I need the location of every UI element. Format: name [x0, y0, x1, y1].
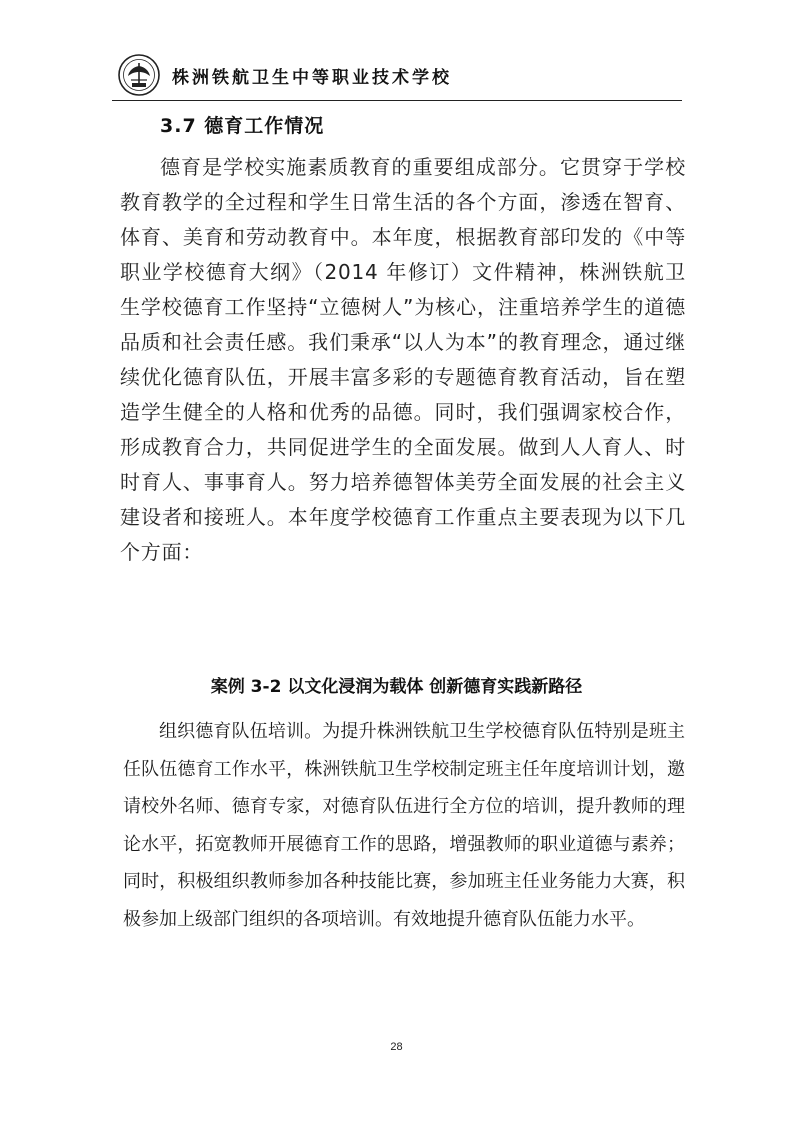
section-paragraph: 德育是学校实施素质教育的重要组成部分。它贯穿于学校教育教学的全过程和学生日常生活的各个方面，渗透在智育、体育、美育和劳动教育中。本年度，根据教育部印发的《中等职业学校德育大纲》（2014 年修订）文件精神，株洲铁航卫生学校德育工作坚持“立德树人”为核心，注重培养学生的道德品质和社会责任感。我们秉承“以人为本”的教育理念，通过继续优化德育队伍，开展丰富多彩的专题德育教育活动，旨在塑造学生健全的人格和优秀的品德。同时，我们强调家校合作，形成教育合力，共同促进学生的全面发展。做到人人育人、时时育人、事事育人。努力培养德智体美劳全面发展的社会主义建设者和接班人。本年度学校德育工作重点主要表现为以下几个方面：: [120, 155, 686, 564]
school-emblem-icon: [118, 54, 160, 96]
page-number: 28: [390, 1041, 403, 1053]
section-title: 3.7 德育工作情况: [160, 115, 325, 137]
case-paragraph: 组织德育队伍培训。为提升株洲铁航卫生学校德育队伍特别是班主任队伍德育工作水平，株洲铁航卫生学校制定班主任年度培训计划，邀请校外名师、德育专家，对德育队伍进行全方位的培训，提升教师的理论水平，拓宽教师开展德育工作的思路，增强教师的职业道德与素养；同时，积极组织教师参加各种技能比赛，参加班主任业务能力大赛，积极参加上级部门组织的各项培训。有效地提升德育队伍能力水平。: [123, 721, 685, 930]
header-divider: [112, 100, 682, 101]
page-header: [118, 52, 452, 98]
school-name: 株洲铁航卫生中等职业技术学校: [172, 67, 452, 88]
case-title: 案例 3-2 以文化浸润为载体 创新德育实践新路径: [210, 677, 583, 697]
